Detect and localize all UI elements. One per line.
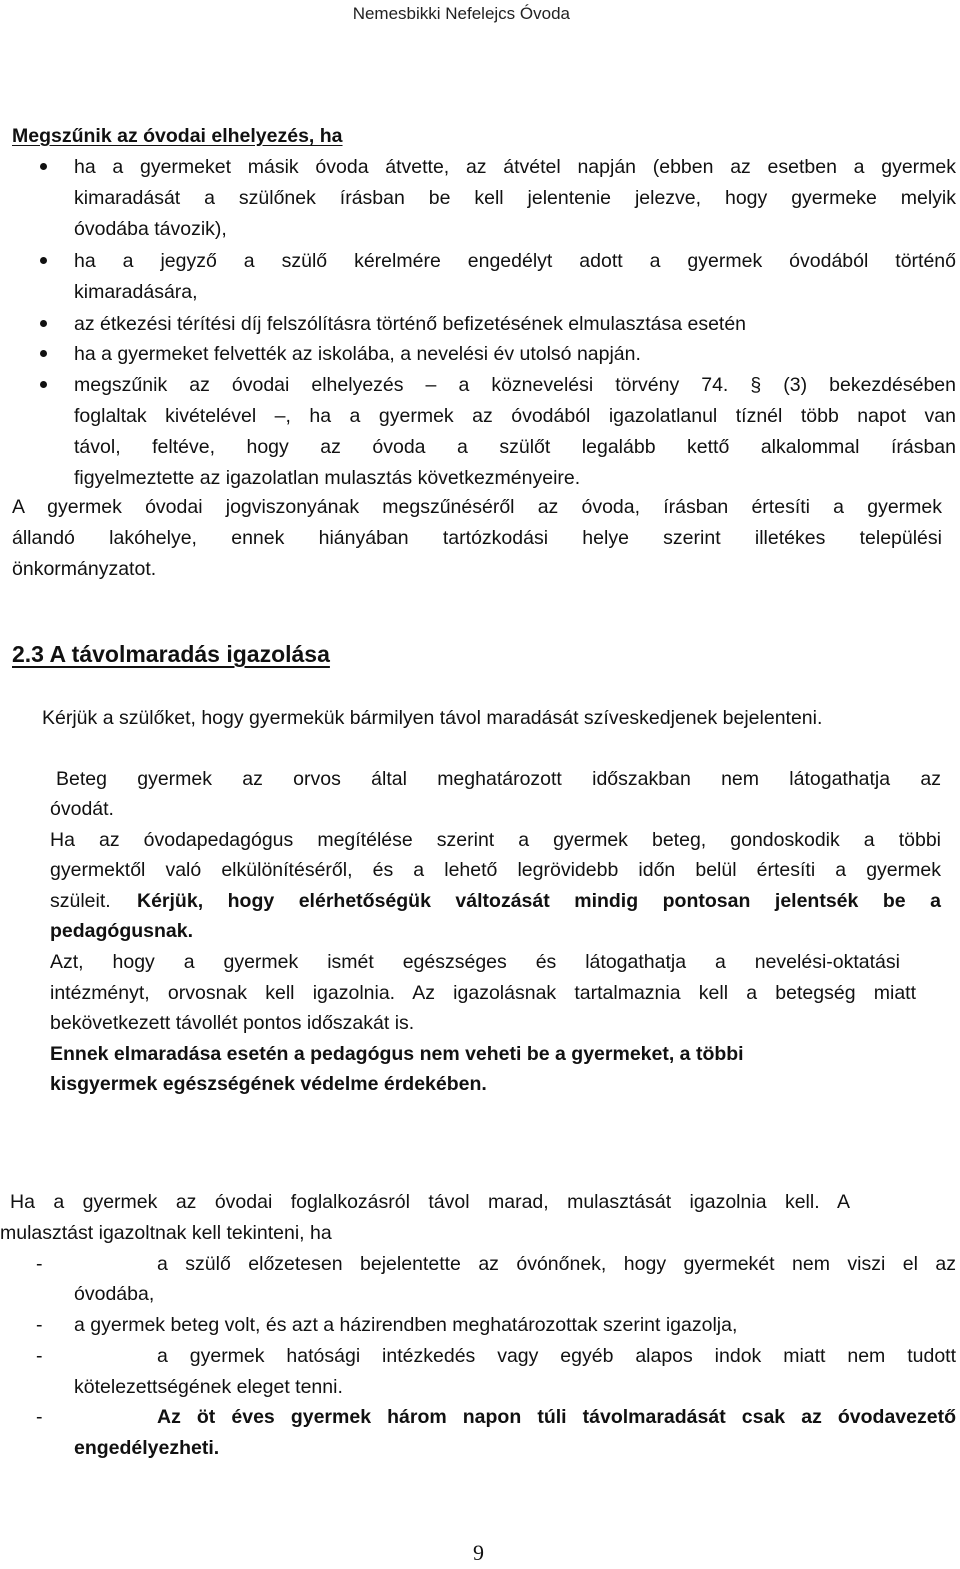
paragraph-line-2: állandó lakóhelye, ennek hiányában tartózkodási helye szerint illetékes települési (12, 527, 942, 549)
bullet-2-line-2: kimaradására, (74, 281, 198, 303)
bullet-1-line-3: óvodába távozik), (74, 218, 227, 240)
s3-item-3-line-1: a gyermek hatósági intézkedés vagy egyéb alapos indok miatt nem tudott (157, 1345, 956, 1367)
p4-line-1: Ennek elmaradása esetén a pedagógus nem veheti be a gyermeket, a többi (50, 1043, 744, 1065)
bullet-3-line-1: az étkezési térítési díj felszólításra történő befizetésének elmulasztása esetén (74, 313, 747, 335)
dash-bullet: - (36, 1253, 43, 1275)
bullet-icon (40, 163, 47, 170)
p3-line-1: Azt, hogy a gyermek ismét egészséges és látogathatja a nevelési-oktatási (50, 951, 900, 973)
s3-intro-line-2: mulasztást igazoltnak kell tekinteni, ha (0, 1222, 332, 1244)
p3-line-3: bekövetkezett távollét pontos időszakát is. (50, 1012, 415, 1034)
bullet-5-line-2: foglaltak kivételével –, ha a gyermek az óvodából igazolatlanul tíznél több napot van (74, 405, 956, 427)
bullet-1-line-1: ha a gyermeket másik óvoda átvette, az átvétel napján (ebben az esetben a gyermek (74, 156, 956, 178)
s3-item-3-line-2: kötelezettségének eleget tenni. (74, 1376, 343, 1398)
p2-line-1: Ha az óvodapedagógus megítélése szerint a gyermek beteg, gondoskodik a többi (50, 829, 941, 851)
p1-line-2: óvodát. (50, 798, 114, 820)
dash-bullet: - (36, 1406, 43, 1428)
section-heading: Megszűnik az óvodai elhelyezés, ha (12, 125, 343, 147)
bullet-5-line-1: megszűnik az óvodai elhelyezés – a köznevelési törvény 74. § (3) bekezdésében (74, 374, 956, 396)
bullet-1-line-2: kimaradását a szülőnek írásban be kell jelentenie jelezve, hogy gyermeke melyik (74, 187, 956, 209)
p4-line-2: kisgyermek egészségének védelme érdekében. (50, 1073, 487, 1095)
p2-line-2: gyermektől való elkülönítéséről, és a lehető legrövidebb időn belül értesíti a gyermek (50, 859, 941, 881)
p2-line-3-bold: Kérjük, hogy elérhetőségük változását mindig pontosan jelentsék be a (137, 890, 941, 912)
dash-bullet: - (36, 1345, 43, 1367)
intro-paragraph: Kérjük a szülőket, hogy gyermekük bármilyen távol maradását szíveskedjenek bejelenteni. (42, 707, 823, 729)
dash-bullet: - (36, 1314, 43, 1336)
p2-line-4-bold: pedagógusnak. (50, 920, 194, 942)
bullet-5-line-4: figyelmeztette az igazolatlan mulasztás következményeire. (74, 467, 581, 489)
page-number: 9 (473, 1540, 484, 1565)
page-header: Nemesbikki Nefelejcs Óvoda (352, 4, 570, 23)
bullet-icon (40, 257, 47, 264)
bullet-4-line-1: ha a gyermeket felvették az iskolába, a nevelési év utolsó napján. (74, 343, 641, 365)
section-heading-2-3: 2.3 A távolmaradás igazolása (12, 641, 330, 667)
s3-intro-line-1: Ha a gyermek az óvodai foglalkozásról távol marad, mulasztását igazolnia kell. A (10, 1191, 850, 1213)
bullet-icon (40, 381, 47, 388)
bullet-icon (40, 320, 47, 327)
p1-line-1: Beteg gyermek az orvos által meghatározott időszakban nem látogathatja az (56, 768, 941, 790)
s3-item-1-line-1: a szülő előzetesen bejelentette az óvónőnek, hogy gyermekét nem viszi el az (157, 1253, 956, 1275)
s3-item-1-line-2: óvodába, (74, 1283, 155, 1305)
s3-item-2-line-1: a gyermek beteg volt, és azt a házirendben meghatározottak szerint igazolja, (74, 1314, 738, 1336)
paragraph-line-1: A gyermek óvodai jogviszonyának megszűnéséről az óvoda, írásban értesíti a gyermek (12, 496, 942, 518)
paragraph-line-3: önkormányzatot. (12, 558, 157, 580)
bullet-5-line-3: távol, feltéve, hogy az óvoda a szülőt legalább kettő alkalommal írásban (74, 436, 956, 458)
bullet-icon (40, 350, 47, 357)
p3-line-2: intézményt, orvosnak kell igazolnia. Az igazolásnak tartalmaznia kell a betegség miatt (50, 982, 916, 1004)
bullet-2-line-1: ha a jegyző a szülő kérelmére engedélyt adott a gyermek óvodából történő (74, 250, 956, 272)
p2-line-3-plain: szüleit. (50, 890, 111, 912)
s3-item-4-line-2: engedélyezheti. (74, 1437, 220, 1459)
s3-item-4-line-1: Az öt éves gyermek három napon túli távolmaradását csak az óvodavezető (157, 1406, 956, 1428)
